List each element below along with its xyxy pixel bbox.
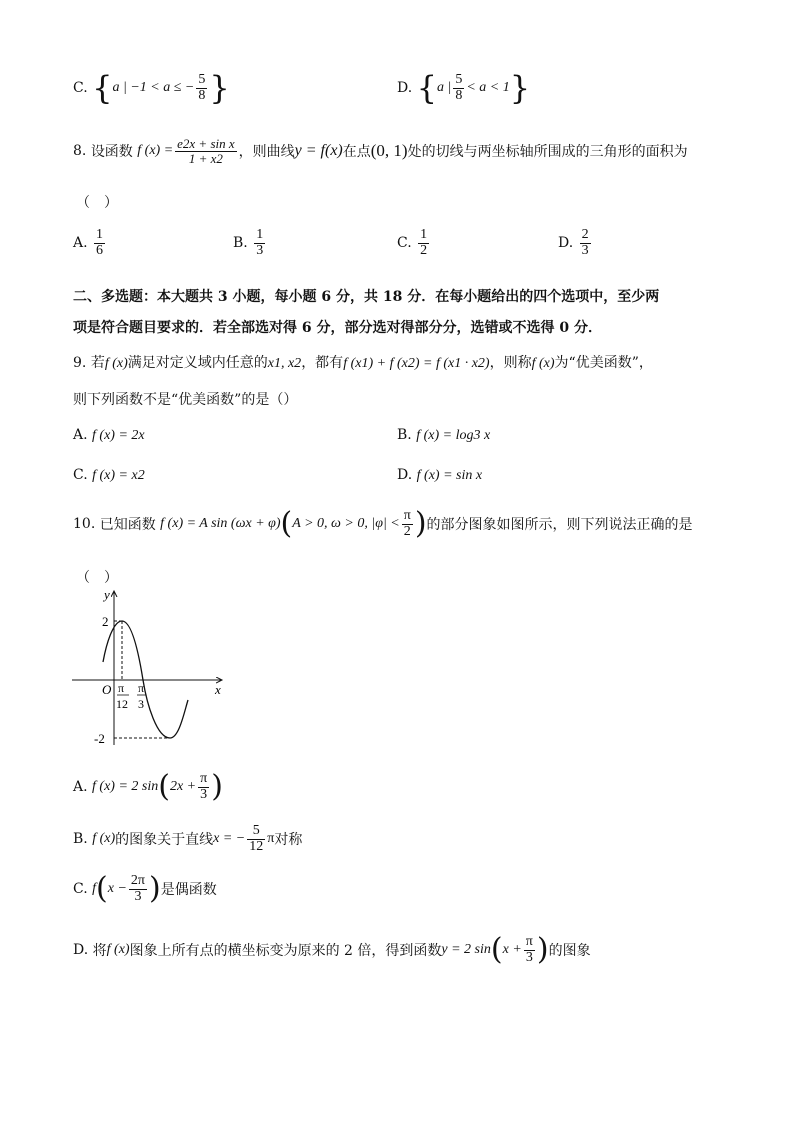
y-max-label: 2 [102,614,109,629]
origin-label: O [102,682,112,697]
fraction: $\frac{2}{3}$ [581,227,589,258]
fraction: $\frac{5}{8}$ [198,71,206,103]
section-heading-line1: 二、多选题：本大题共 3 小题，每小题 6 分，共 18 分．在每小题给出的四个选项中，至少两 [73,289,660,305]
y-min-label: -2 [94,731,105,746]
tick2-num: π [138,681,145,695]
q9-option-d: D. f (x) = sin x [397,467,483,483]
question-number: 9. [73,355,87,371]
q7-option-c: C. {a | −1 < a ≤ − $\frac{5}{8}$ } [73,69,230,107]
question-number: 10. [73,516,96,533]
fraction: $\frac{1}{3}$ [256,227,264,258]
tick1-num: π [118,681,125,695]
q10-option-a: A. f (x) = 2 sin(2x + $\frac{\pi}{3}$ ) [73,769,223,805]
q10-option-c: C. f(x − $\frac{2\pi}{3}$ )是偶函数 [73,871,217,907]
q8-option-b: B. $\frac{1}{3}$ [233,227,264,258]
q8-answer-paren: （ ） [76,195,118,211]
q9-stem-line2: 则下列函数不是“优美函数”的是（） [73,392,298,408]
tick2-den: 3 [138,697,144,711]
inequality: a | −1 < a ≤ − [112,80,195,95]
section-heading-line2: 项是符合题目要求的．若全部选对得 6 分，部分选对得部分分，选错或不选得 0 分． [73,320,602,336]
question-number: 8. [73,143,87,160]
q8-option-a: A. $\frac{1}{6}$ [73,227,104,258]
inequality: < a < 1 [466,80,510,95]
q10-option-b: B. f (x)的图象关于直线x = − $\frac{5}{12}$ π对称 [73,823,303,854]
fraction: $\frac{5}{8}$ [455,71,463,103]
set-var: a | [437,80,452,95]
q9-option-a: A. f (x) = 2x [73,427,145,443]
q9-stem-line1: 9. 若f (x)满足对定义域内任意的x1, x2，都有f (x1) + f (x2) = f (x1 · x2)，则称f (x)为“优美函数”， [73,355,653,371]
q8-option-d: D. $\frac{2}{3}$ [558,227,589,258]
function-lhs: f (x) = [137,143,174,159]
fraction: $\frac{1}{6}$ [96,227,104,258]
q10-answer-paren: （ ） [76,570,118,586]
q9-option-c: C. f (x) = x2 [73,467,145,483]
y-axis-label: y [104,587,110,602]
tick1-den: 12 [116,697,128,711]
option-label: D. [397,80,413,96]
fraction: $\frac{1}{2}$ [420,227,428,258]
x-axis-label: x [215,682,221,697]
q8-stem: 8. 设函数 f (x) = $\frac{\text{e2x + sin x}}{1 + x2}$ ，则曲线y = f(x)在点(0, 1)处的切线与两坐标轴所围成的三角形的面积为 [73,136,688,166]
q9-option-b: B. f (x) = log3 x [397,427,491,443]
q10-option-d: D. 将f (x)图象上所有点的横坐标变为原来的 2 倍，得到函数y = 2 sin(x + $\frac{\pi}{3}$ )的图象 [73,932,591,968]
q7-option-d: D. {a | $\frac{5}{8}$ < a < 1} [397,69,531,107]
sine-graph [66,585,236,755]
fraction: $\frac{\text{e2x + sin x}}{1 + x2}$ [177,136,235,166]
q8-option-c: C. $\frac{1}{2}$ [397,227,428,258]
option-label: C. [73,80,88,96]
q10-stem: 10. 已知函数 f (x) = A sin (ωx + φ)(A > 0, ω > 0, |φ| < $\frac{\pi}{2}$ )的部分图象如图所示，则下列说法正确的是 [73,506,693,542]
